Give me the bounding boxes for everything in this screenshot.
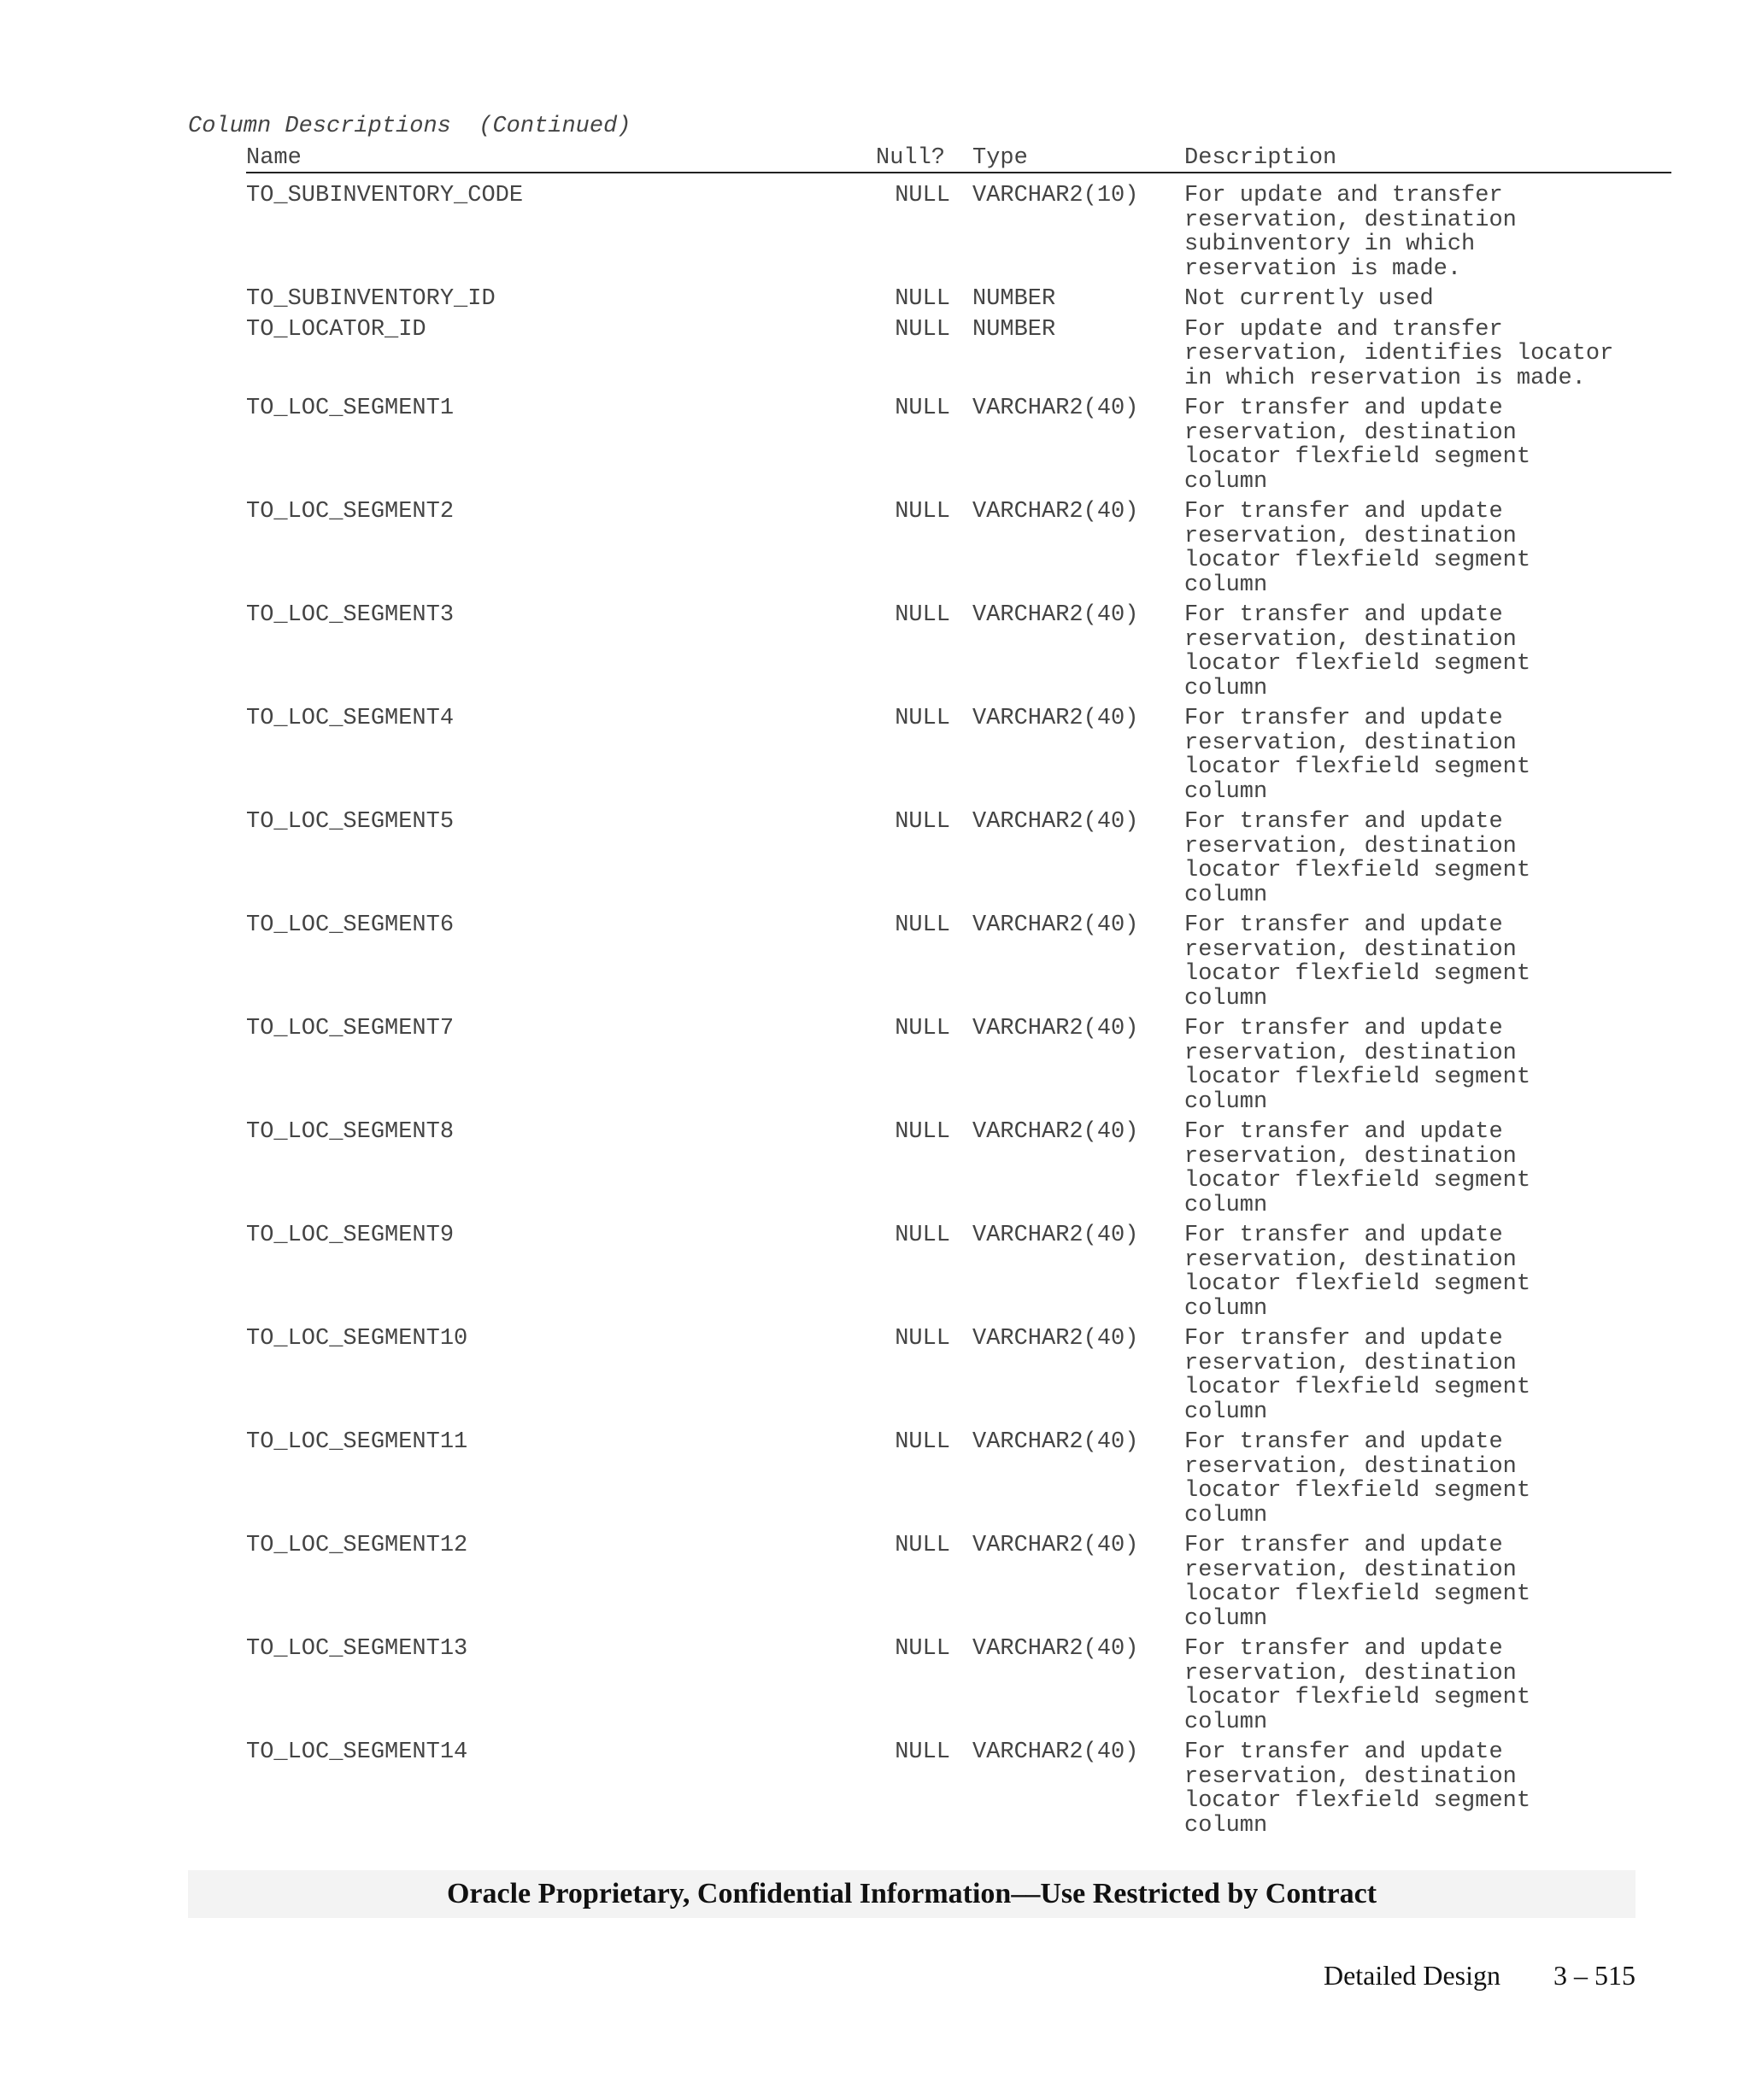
description-cell — [1184, 603, 1671, 701]
description-cell — [1184, 1637, 1671, 1734]
description-line: For transfer and update — [1184, 809, 1503, 835]
description-line: column — [1184, 1088, 1268, 1115]
description-line: locator flexfield segment — [1184, 858, 1531, 883]
type-cell: VARCHAR2(40) — [972, 1636, 1139, 1662]
table-row — [246, 318, 1671, 391]
null-cell: NULL — [895, 396, 950, 421]
description-line: reservation, destination — [1184, 730, 1517, 756]
description-line: For update and transfer — [1184, 316, 1503, 343]
type-cell: VARCHAR2(40) — [972, 809, 1139, 835]
description-cell — [1184, 184, 1671, 281]
table-row — [246, 500, 1671, 597]
column-name-cell: TO_LOC_SEGMENT11 — [246, 1429, 468, 1455]
description-cell — [1184, 810, 1671, 907]
description-line: reservation, destination — [1184, 1660, 1517, 1686]
column-name-cell: TO_LOC_SEGMENT8 — [246, 1119, 455, 1145]
column-name-cell: TO_LOC_SEGMENT9 — [246, 1223, 455, 1248]
type-cell: VARCHAR2(40) — [972, 706, 1139, 731]
column-name-cell: TO_SUBINVENTORY_CODE — [246, 183, 524, 208]
table-row — [246, 1430, 1671, 1528]
description-line: For update and transfer — [1184, 183, 1503, 208]
column-name-cell: TO_LOC_SEGMENT5 — [246, 809, 455, 835]
description-line: locator flexfield segment — [1184, 1478, 1531, 1504]
type-cell: VARCHAR2(40) — [972, 1429, 1139, 1455]
footer-section-title: Detailed Design — [1323, 1960, 1500, 1991]
type-cell: VARCHAR2(40) — [972, 1739, 1139, 1765]
null-cell: NULL — [895, 602, 950, 628]
null-cell: NULL — [895, 316, 950, 343]
column-name-cell: TO_LOC_SEGMENT14 — [246, 1739, 468, 1765]
null-cell: NULL — [895, 706, 950, 731]
column-name-cell: TO_LOC_SEGMENT12 — [246, 1533, 468, 1558]
description-line: reservation, destination — [1184, 1247, 1517, 1273]
type-cell: NUMBER — [972, 286, 1056, 312]
type-cell: VARCHAR2(40) — [972, 1326, 1139, 1352]
null-cell: NULL — [895, 809, 950, 835]
table-row — [246, 1223, 1671, 1321]
description-line: column — [1184, 675, 1268, 701]
description-line: For transfer and update — [1184, 706, 1503, 731]
type-cell: VARCHAR2(40) — [972, 912, 1139, 938]
table-row — [246, 1120, 1671, 1217]
description-line: reservation, destination — [1184, 207, 1517, 233]
table-body — [246, 184, 1671, 1838]
description-line: locator flexfield segment — [1184, 548, 1531, 573]
table-row — [246, 707, 1671, 804]
description-line: reservation, destination — [1184, 626, 1517, 653]
description-cell — [1184, 1740, 1671, 1838]
table-header — [246, 146, 1671, 173]
type-cell: VARCHAR2(40) — [972, 1016, 1139, 1041]
header-description: Description — [1184, 145, 1337, 171]
description-line: For transfer and update — [1184, 912, 1503, 938]
null-cell: NULL — [895, 1533, 950, 1558]
description-line: reservation, identifies locator — [1184, 341, 1614, 367]
table-row — [246, 184, 1671, 281]
table-row — [246, 1637, 1671, 1734]
table-row — [246, 287, 1671, 312]
null-cell: NULL — [895, 1739, 950, 1765]
description-line: Not currently used — [1184, 286, 1434, 312]
description-line: For transfer and update — [1184, 1016, 1503, 1041]
null-cell: NULL — [895, 912, 950, 938]
description-cell — [1184, 1534, 1671, 1631]
column-name-cell: TO_LOCATOR_ID — [246, 316, 426, 343]
description-line: For transfer and update — [1184, 602, 1503, 628]
description-line: column — [1184, 1399, 1268, 1425]
description-line: reservation, destination — [1184, 1453, 1517, 1480]
description-line: For transfer and update — [1184, 1223, 1503, 1248]
null-cell: NULL — [895, 286, 950, 312]
column-name-cell: TO_LOC_SEGMENT1 — [246, 396, 455, 421]
description-line: For transfer and update — [1184, 1636, 1503, 1662]
page-footer — [1324, 1960, 1635, 1991]
null-cell: NULL — [895, 1636, 950, 1662]
description-line: For transfer and update — [1184, 1429, 1503, 1455]
description-line: reservation, destination — [1184, 1557, 1517, 1583]
description-line: column — [1184, 1605, 1268, 1632]
table-caption: Column Descriptions (Continued) — [188, 114, 631, 139]
type-cell: VARCHAR2(10) — [972, 183, 1139, 208]
table-row — [246, 810, 1671, 907]
column-name-cell: TO_LOC_SEGMENT2 — [246, 499, 455, 525]
description-cell — [1184, 396, 1671, 494]
type-cell: VARCHAR2(40) — [972, 396, 1139, 421]
description-line: column — [1184, 1812, 1268, 1839]
null-cell: NULL — [895, 1223, 950, 1248]
description-line: For transfer and update — [1184, 1533, 1503, 1558]
description-line: locator flexfield segment — [1184, 651, 1531, 677]
description-line: column — [1184, 1709, 1268, 1735]
description-line: locator flexfield segment — [1184, 961, 1531, 987]
header-name: Name — [246, 145, 302, 171]
table-row — [246, 1017, 1671, 1114]
description-line: locator flexfield segment — [1184, 754, 1531, 780]
description-line: column — [1184, 1295, 1268, 1322]
description-line: reservation, destination — [1184, 523, 1517, 549]
null-cell: NULL — [895, 1429, 950, 1455]
type-cell: VARCHAR2(40) — [972, 1533, 1139, 1558]
description-cell — [1184, 1327, 1671, 1424]
description-line: For transfer and update — [1184, 499, 1503, 525]
description-line: locator flexfield segment — [1184, 1581, 1531, 1607]
table-row — [246, 913, 1671, 1011]
type-cell: VARCHAR2(40) — [972, 1119, 1139, 1145]
description-line: column — [1184, 985, 1268, 1012]
description-cell — [1184, 1120, 1671, 1217]
description-line: in which reservation is made. — [1184, 365, 1586, 391]
description-cell — [1184, 913, 1671, 1011]
description-cell — [1184, 1017, 1671, 1114]
description-line: For transfer and update — [1184, 396, 1503, 421]
description-cell — [1184, 1430, 1671, 1528]
page-number: 3 – 515 — [1553, 1960, 1635, 1991]
description-line: locator flexfield segment — [1184, 1271, 1531, 1297]
type-cell: VARCHAR2(40) — [972, 1223, 1139, 1248]
type-cell: VARCHAR2(40) — [972, 602, 1139, 628]
description-line: locator flexfield segment — [1184, 1788, 1531, 1814]
header-type: Type — [972, 145, 1028, 171]
description-line: reservation, destination — [1184, 1040, 1517, 1066]
description-cell — [1184, 1223, 1671, 1321]
description-line: locator flexfield segment — [1184, 1168, 1531, 1194]
table-row — [246, 1740, 1671, 1838]
table-row — [246, 396, 1671, 494]
description-line: For transfer and update — [1184, 1326, 1503, 1352]
column-name-cell: TO_SUBINVENTORY_ID — [246, 286, 496, 312]
column-descriptions-table — [246, 146, 1671, 1844]
description-line: locator flexfield segment — [1184, 1375, 1531, 1400]
description-line: For transfer and update — [1184, 1739, 1503, 1765]
null-cell: NULL — [895, 1016, 950, 1041]
description-line: locator flexfield segment — [1184, 1685, 1531, 1710]
header-null: Null? — [876, 145, 946, 171]
description-line: reservation, destination — [1184, 1350, 1517, 1376]
column-name-cell: TO_LOC_SEGMENT6 — [246, 912, 455, 938]
description-line: reservation, destination — [1184, 936, 1517, 963]
description-line: column — [1184, 882, 1268, 908]
null-cell: NULL — [895, 499, 950, 525]
description-line: column — [1184, 468, 1268, 495]
description-line: locator flexfield segment — [1184, 1065, 1531, 1090]
type-cell: NUMBER — [972, 316, 1056, 343]
null-cell: NULL — [895, 183, 950, 208]
column-name-cell: TO_LOC_SEGMENT3 — [246, 602, 455, 628]
description-line: column — [1184, 1192, 1268, 1218]
description-line: reservation, destination — [1184, 1143, 1517, 1170]
description-line: column — [1184, 778, 1268, 805]
description-cell — [1184, 707, 1671, 804]
description-line: For transfer and update — [1184, 1119, 1503, 1145]
description-cell — [1184, 318, 1671, 391]
description-line: reservation, destination — [1184, 833, 1517, 859]
description-line: reservation is made. — [1184, 255, 1462, 282]
table-row — [246, 1327, 1671, 1424]
null-cell: NULL — [895, 1119, 950, 1145]
description-cell — [1184, 500, 1671, 597]
description-line: subinventory in which — [1184, 232, 1476, 257]
column-name-cell: TO_LOC_SEGMENT13 — [246, 1636, 468, 1662]
type-cell: VARCHAR2(40) — [972, 499, 1139, 525]
description-line: reservation, destination — [1184, 419, 1517, 446]
confidential-banner: Oracle Proprietary, Confidential Information––Use Restricted by Contract — [188, 1870, 1635, 1918]
table-row — [246, 1534, 1671, 1631]
description-line: column — [1184, 1502, 1268, 1528]
description-line: reservation, destination — [1184, 1763, 1517, 1790]
description-cell — [1184, 287, 1671, 312]
table-row — [246, 603, 1671, 701]
description-line: locator flexfield segment — [1184, 444, 1531, 470]
column-name-cell: TO_LOC_SEGMENT10 — [246, 1326, 468, 1352]
description-line: column — [1184, 572, 1268, 598]
column-name-cell: TO_LOC_SEGMENT4 — [246, 706, 455, 731]
null-cell: NULL — [895, 1326, 950, 1352]
column-name-cell: TO_LOC_SEGMENT7 — [246, 1016, 455, 1041]
